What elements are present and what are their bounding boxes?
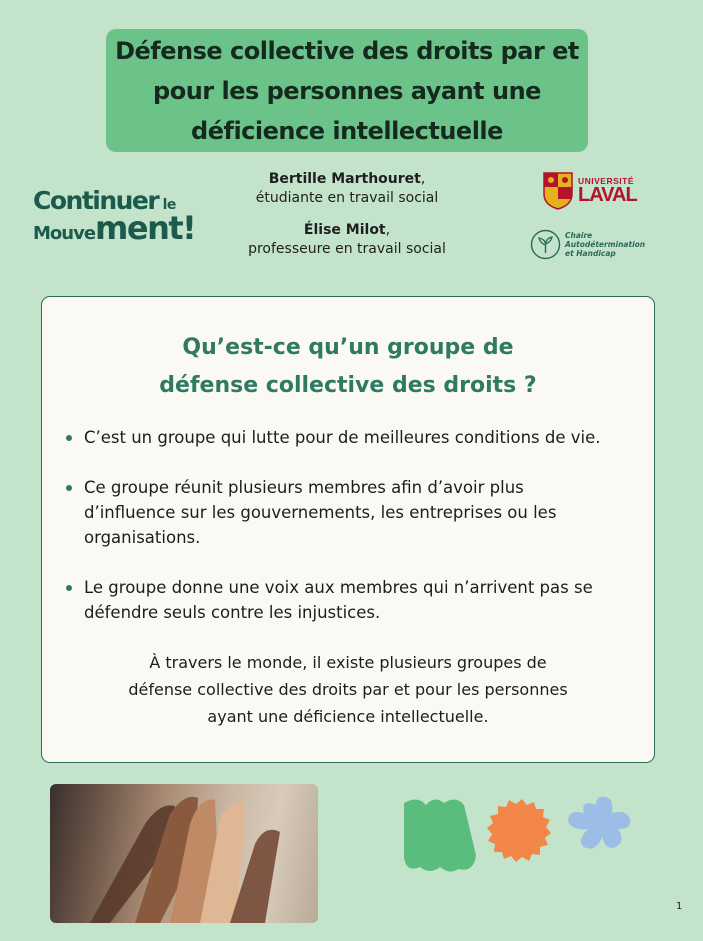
- bullet-3-line-1: Le groupe donne une voix aux membres qui n’arrivent pas se: [84, 578, 593, 597]
- closing-line-2: défense collective des droits par et pour les personnes: [128, 680, 568, 699]
- author-1-name: Bertille Marthouret: [268, 171, 421, 187]
- authors-block: Bertille Marthouret, étudiante en travail social Élise Milot, professeure en travail social: [222, 170, 472, 259]
- title-line-2: pour les personnes ayant une: [153, 76, 541, 105]
- list-item: [66, 475, 641, 550]
- author-1-role: étudiante en travail social: [255, 190, 439, 206]
- title-banner: [106, 29, 588, 152]
- bullet-2-line-2: d’influence sur les gouvernements, les entreprises ou les: [84, 503, 557, 522]
- blue-clover-icon: [568, 797, 630, 849]
- author-2-role: professeure en travail social: [248, 241, 446, 257]
- title-line-3: déficience intellectuelle: [191, 116, 503, 145]
- continuer-le-mouvement-logo: [33, 186, 196, 247]
- logo-word-ment: ment!: [95, 209, 196, 247]
- card-heading: [42, 329, 654, 405]
- orange-flower-icon: [487, 799, 551, 862]
- bullet-list: [66, 425, 641, 650]
- bullet-3-line-2: défendre seuls contre les injustices.: [84, 603, 381, 622]
- laval-label: LAVAL: [578, 184, 637, 207]
- page-title: [115, 31, 579, 151]
- hands-together-photo: [50, 784, 318, 923]
- closing-line-1: À travers le monde, il existe plusieurs groupes de: [149, 653, 547, 672]
- closing-line-3: ayant une déficience intellectuelle.: [207, 707, 489, 726]
- bullet-dot-icon: [66, 485, 72, 491]
- logo-word-le: le: [162, 197, 176, 213]
- title-line-1: Défense collective des droits par et: [115, 36, 579, 65]
- card-heading-line-2: défense collective des droits ?: [159, 373, 537, 398]
- page-number: 1: [676, 901, 683, 912]
- hands-icon: [50, 784, 318, 923]
- universite-label: UNIVERSITÉ: [578, 175, 635, 186]
- shield-icon: [543, 172, 573, 210]
- info-card: [41, 296, 655, 763]
- bullet-dot-icon: [66, 585, 72, 591]
- bullet-1-line-1: C’est un groupe qui lutte pour de meilleures conditions de vie.: [84, 428, 601, 447]
- author-2-name: Élise Milot: [303, 222, 386, 238]
- chaire-line-3: et Handicap: [565, 249, 616, 258]
- chaire-line-1: Chaire: [565, 231, 593, 240]
- logo-word-continuer: Continuer: [33, 186, 159, 215]
- logo-word-mouve: Mouve: [33, 223, 96, 244]
- chaire-line-2: Autodétermination: [565, 240, 646, 249]
- list-item: [66, 425, 641, 450]
- bullet-dot-icon: [66, 435, 72, 441]
- list-item: [66, 575, 641, 625]
- closing-paragraph: [42, 649, 654, 730]
- decorative-shapes: [400, 795, 636, 875]
- bullet-2-line-3: organisations.: [84, 528, 201, 547]
- leaf-icon: [530, 229, 561, 260]
- chaire-logo: [530, 229, 645, 260]
- green-wave-shape-icon: [404, 799, 476, 871]
- bullet-2-line-1: Ce groupe réunit plusieurs membres afin d’avoir plus: [84, 478, 524, 497]
- universite-laval-logo: [543, 172, 637, 210]
- card-heading-line-1: Qu’est-ce qu’un groupe de: [182, 335, 514, 360]
